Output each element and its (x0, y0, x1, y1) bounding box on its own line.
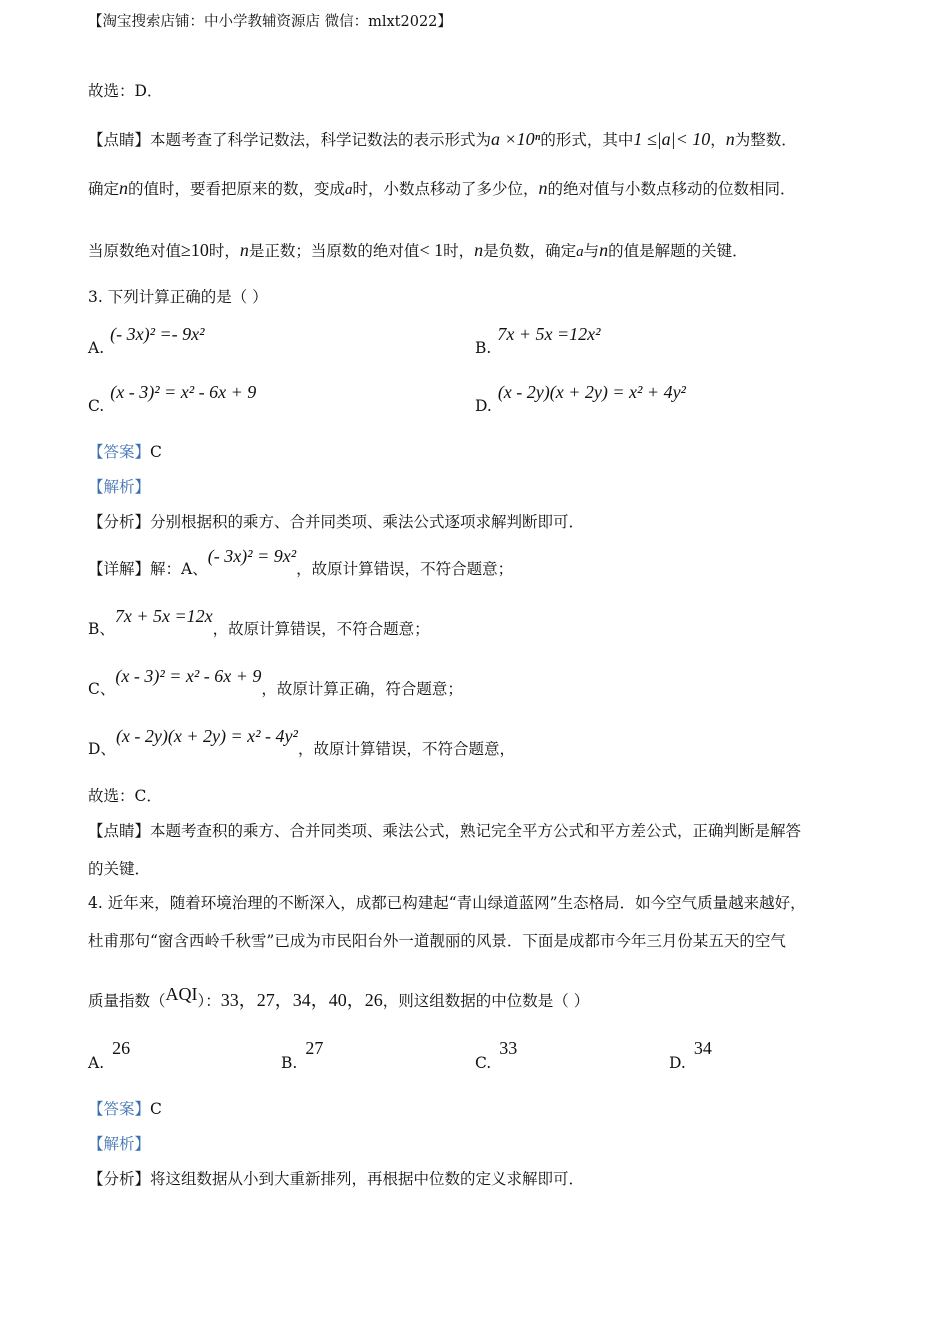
q3-answer: 【答案】C (88, 443, 162, 461)
q3-detail-c: C、(x - 3)² = x² - 6x + 9，故原计算正确，符合题意； (88, 666, 463, 698)
q3-dianjing-line1: 【点睛】本题考查积的乘方、合并同类项、乘法公式，熟记完全平方公式和平方差公式，正确判断是解答 (88, 822, 802, 840)
q4-fenxi: 【分析】将这组数据从小到大重新排列，再根据中位数的定义求解即可． (88, 1170, 585, 1188)
prev-dianjing-line1: 【点睛】本题考查了科学记数法，科学记数法的表示形式为a ×10ⁿ的形式，其中1 ≤|a|< 10，n为整数． (88, 129, 797, 149)
q4-answer: 【答案】C (88, 1100, 162, 1118)
page-header: 【淘宝搜索店铺：中小学教辅资源店 微信：mlxt2022】 (88, 14, 452, 30)
q4-option-a: A.26 (88, 1038, 131, 1072)
q3-detail-d: D、(x - 2y)(x + 2y) = x² - 4y²，故原计算错误，不符合题意， (88, 726, 515, 758)
q4-stem-line3: 质量指数（AQI）：33，27，34，40，26，则这组数据的中位数是（ ） (88, 984, 590, 1010)
q3-detail-b: B、7x + 5x =12x，故原计算错误，不符合题意； (88, 606, 430, 638)
q3-fenxi: 【分析】分别根据积的乘方、合并同类项、乘法公式逐项求解判断即可． (88, 513, 585, 531)
q4-stem-line1: 4. 近年来，随着环境治理的不断深入，成都已构建起“青山绿道蓝网”生态格局．如今空气质量越来越好， (88, 894, 806, 912)
q4-option-c: C.33 (475, 1038, 518, 1072)
q3-jiexi: 【解析】 (88, 478, 151, 496)
prev-dianjing-line2: 确定n的值时，要看把原来的数，变成a时，小数点移动了多少位，n的绝对值与小数点移动的位数相同． (88, 178, 796, 198)
q3-option-d: D.(x - 2y)(x + 2y) = x² + 4y² (475, 382, 686, 415)
q3-dianjing-line2: 的关键． (88, 860, 151, 878)
q4-stem-line2: 杜甫那句“窗含西岭千秋雪”已成为市民阳台外一道靓丽的风景．下面是成都市今年三月份某五天的空气 (88, 932, 786, 950)
prev-dianjing-line3: 当原数绝对值≥10时，n是正数；当原数的绝对值< 1时，n是负数，确定a与n的值是解题的关键． (88, 240, 748, 260)
q3-option-c: C.(x - 3)² = x² - 6x + 9 (88, 382, 257, 415)
prev-choice: 故选：D． (88, 82, 163, 100)
q3-option-b: B.7x + 5x =12x² (475, 324, 601, 357)
q4-option-b: B.27 (281, 1038, 324, 1072)
q3-stem: 3. 下列计算正确的是（ ） (88, 288, 268, 306)
q3-choice: 故选：C． (88, 787, 162, 805)
q3-detail-a: 【详解】解：A、(- 3x)² = 9x²，故原计算错误，不符合题意； (88, 546, 514, 578)
q3-option-a: A.(- 3x)² =- 9x² (88, 324, 205, 357)
q4-jiexi: 【解析】 (88, 1135, 151, 1153)
q4-option-d: D.34 (669, 1038, 712, 1072)
